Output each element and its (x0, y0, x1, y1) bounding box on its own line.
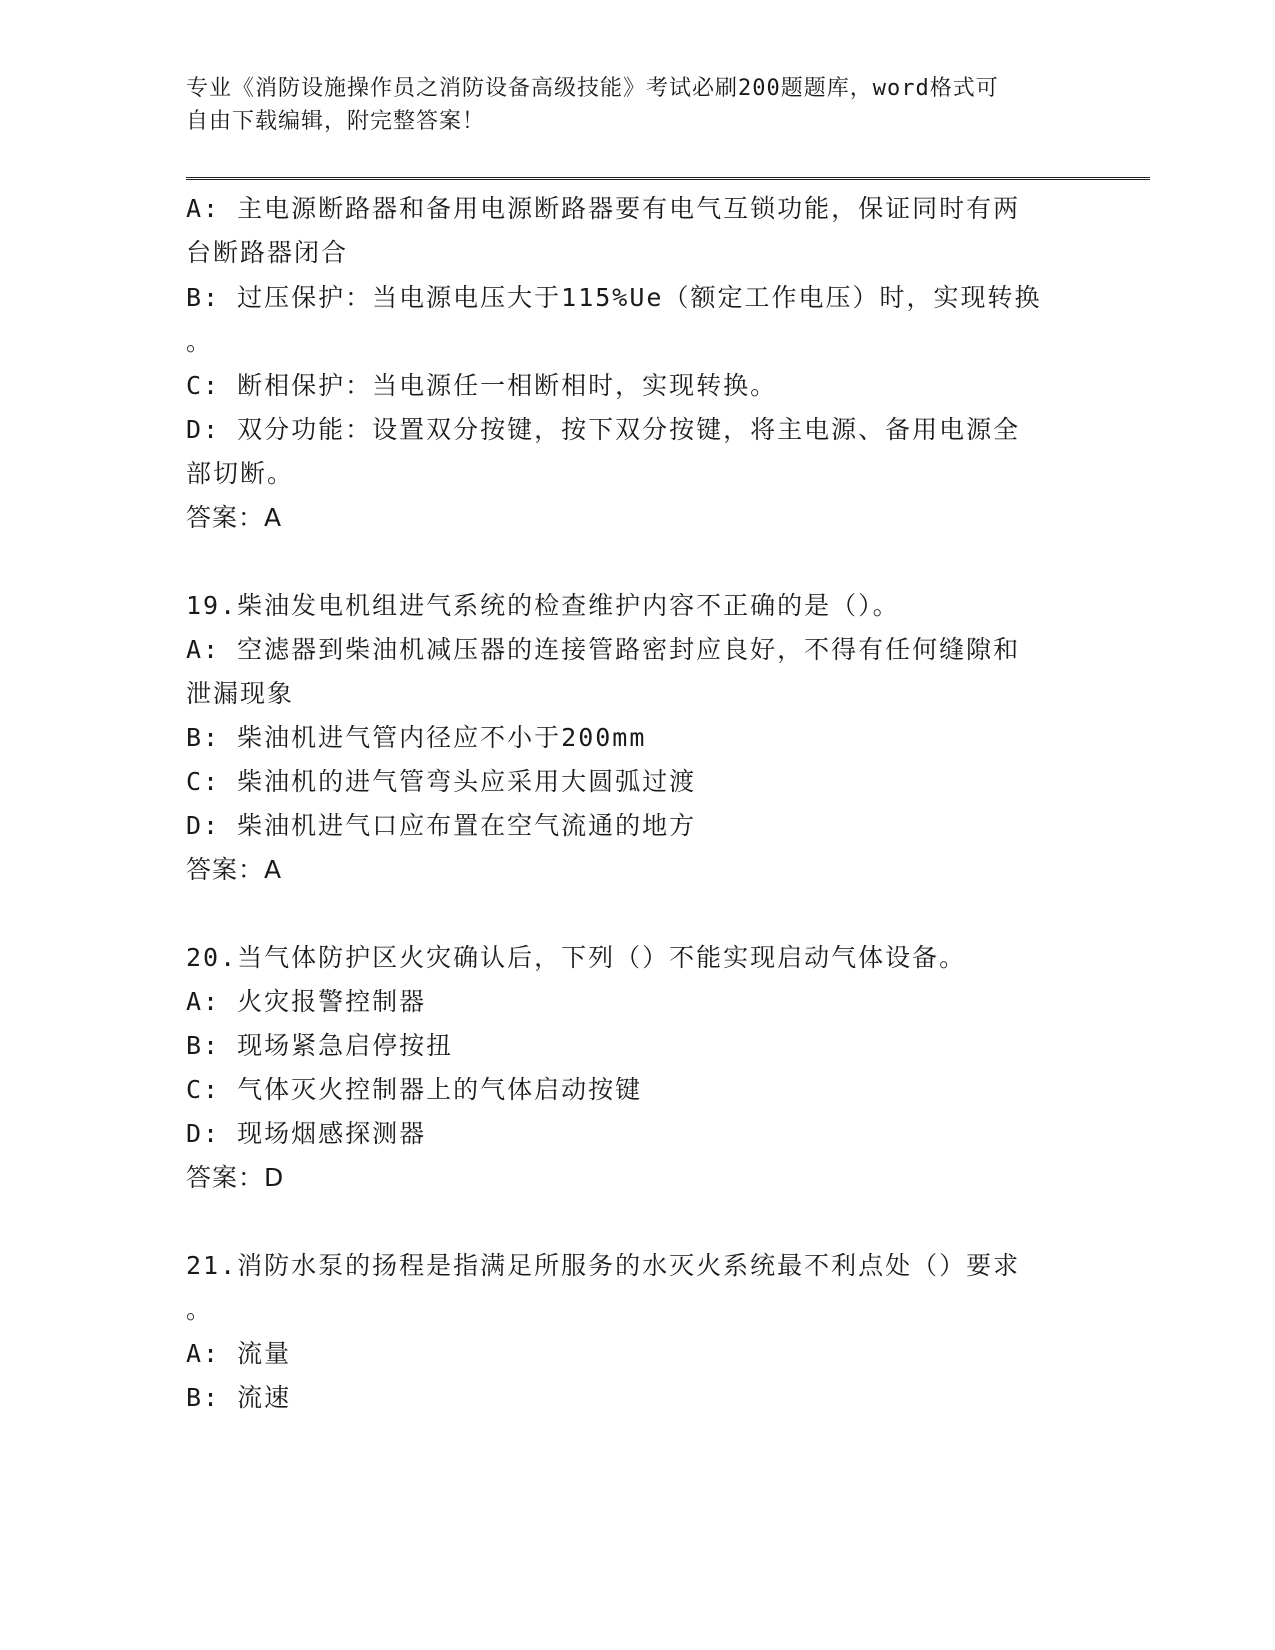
q21-option-a: A: 流量 (186, 1339, 292, 1368)
prev-option-a-line-1: A: 主电源断路器和备用电源断路器要有电气互锁功能，保证同时有两 (186, 194, 1021, 223)
prev-option-d-line-2: 部切断。 (186, 459, 295, 488)
q20-option-d: D: 现场烟感探测器 (186, 1119, 427, 1148)
prev-option-b-line-1: B: 过压保护：当电源电压大于115%Ue（额定工作电压）时，实现转换 (186, 283, 1042, 312)
prev-option-c: C: 断相保护：当电源任一相断相时，实现转换。 (186, 371, 778, 400)
q21-question-line-1: 21.消防水泵的扬程是指满足所服务的水灭火系统最不利点处（）要求 (186, 1251, 1021, 1280)
prev-option-b-line-2: 。 (186, 327, 214, 356)
header-line-1: 专业《消防设施操作员之消防设备高级技能》考试必刷200题题库，word格式可 (186, 76, 999, 101)
q20-option-b: B: 现场紧急启停按扭 (186, 1031, 454, 1060)
q19-answer: 答案：A (186, 855, 283, 884)
q19-option-d: D: 柴油机进气口应布置在空气流通的地方 (186, 811, 697, 840)
q21-option-b: B: 流速 (186, 1383, 292, 1412)
q19-option-a-line-2: 泄漏现象 (186, 679, 295, 708)
document-header (186, 72, 1066, 138)
prev-answer: 答案：A (186, 503, 283, 532)
header-divider (186, 177, 1150, 180)
header-line-2: 自由下载编辑，附完整答案！ (186, 109, 486, 134)
q19-option-b: B: 柴油机进气管内径应不小于200mm (186, 723, 647, 752)
q19-option-a-line-1: A: 空滤器到柴油机减压器的连接管路密封应良好，不得有任何缝隙和 (186, 635, 1021, 664)
q20-question: 20.当气体防护区火灾确认后，下列（）不能实现启动气体设备。 (186, 943, 967, 972)
q21-question-line-2: 。 (186, 1295, 214, 1324)
q20-answer: 答案：D (186, 1163, 285, 1192)
q19-option-c: C: 柴油机的进气管弯头应采用大圆弧过渡 (186, 767, 697, 796)
prev-option-a-line-2: 台断路器闭合 (186, 238, 349, 267)
prev-option-d-line-1: D: 双分功能：设置双分按键，按下双分按键，将主电源、备用电源全 (186, 415, 1021, 444)
q20-option-a: A: 火灾报警控制器 (186, 987, 427, 1016)
q19-question: 19.柴油发电机组进气系统的检查维护内容不正确的是（）。 (186, 591, 900, 620)
q20-option-c: C: 气体灭火控制器上的气体启动按键 (186, 1075, 643, 1104)
